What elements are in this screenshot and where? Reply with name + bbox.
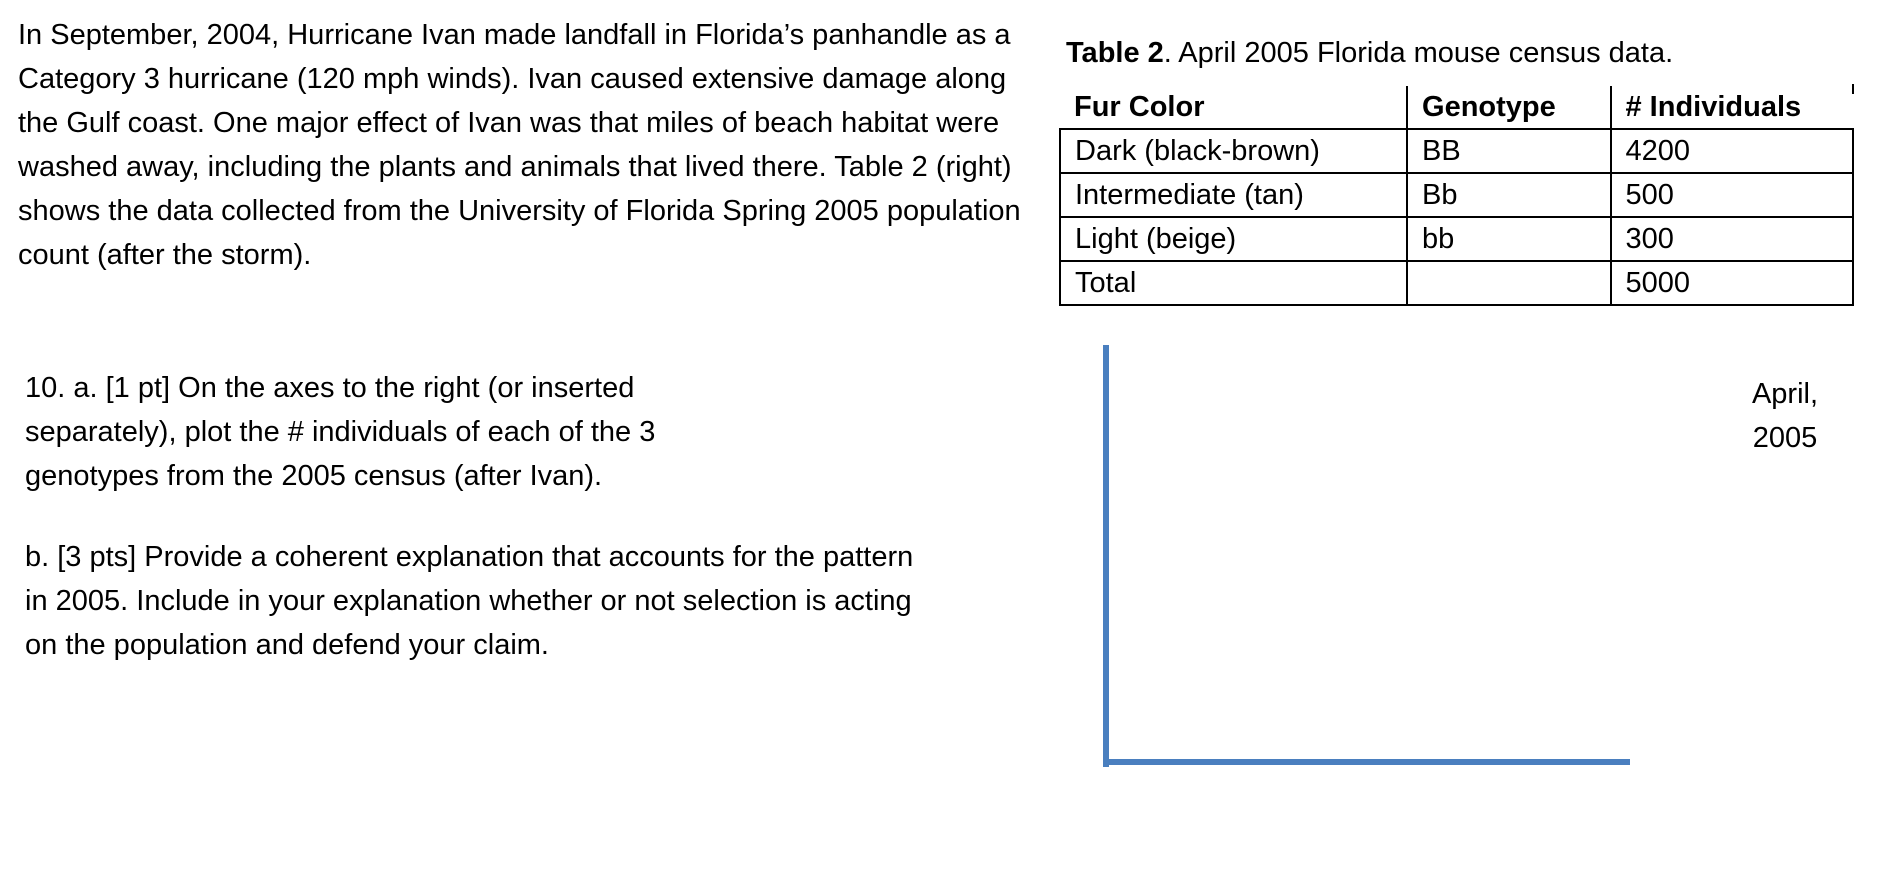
cell-fur-color: Total (1060, 261, 1407, 305)
axis-note-month: April, (1751, 378, 1819, 410)
cell-genotype: bb (1407, 217, 1610, 261)
header-individuals: # Individuals (1611, 86, 1854, 129)
axis-note-year: 2005 (1752, 422, 1818, 454)
cell-genotype: BB (1407, 129, 1610, 173)
header-fur-color: Fur Color (1060, 86, 1407, 129)
cell-fur-color: Dark (black-brown) (1060, 129, 1407, 173)
cell-individuals: 5000 (1611, 261, 1854, 305)
cell-individuals: 500 (1611, 173, 1854, 217)
cell-fur-color: Intermediate (tan) (1060, 173, 1407, 217)
cell-individuals: 4200 (1611, 129, 1854, 173)
cell-individuals: 300 (1611, 217, 1854, 261)
question-10a: 10. a. [1 pt] On the axes to the right (or inserted separately), plot the # individuals of each of the 3 genotypes from the 2005 census (after Ivan). (25, 372, 656, 492)
question-10b: b. [3 pts] Provide a coherent explanation that accounts for the pattern in 2005. Include in your explanation whether or not selection is acting on the population and defend your claim. (25, 541, 914, 661)
header-genotype: Genotype (1407, 86, 1610, 129)
cell-genotype: Bb (1407, 173, 1610, 217)
axis-note (1700, 372, 1870, 460)
table-caption-label: Table 2 (1066, 37, 1164, 69)
cell-fur-color: Light (beige) (1060, 217, 1407, 261)
intro-paragraph: In September, 2004, Hurricane Ivan made landfall in Florida’s panhandle as a Category 3 hurricane (120 mph winds). Ivan caused extensive damage along the Gulf coast. One major effect of Ivan was that miles of beach habitat were washed away, including the plants and animals that lived there. Table 2 (right) shows the data collected from the University of Florida Spring 2005 population count (after the storm). (18, 19, 1021, 271)
table-caption-text: . April 2005 Florida mouse census data. (1163, 37, 1674, 69)
